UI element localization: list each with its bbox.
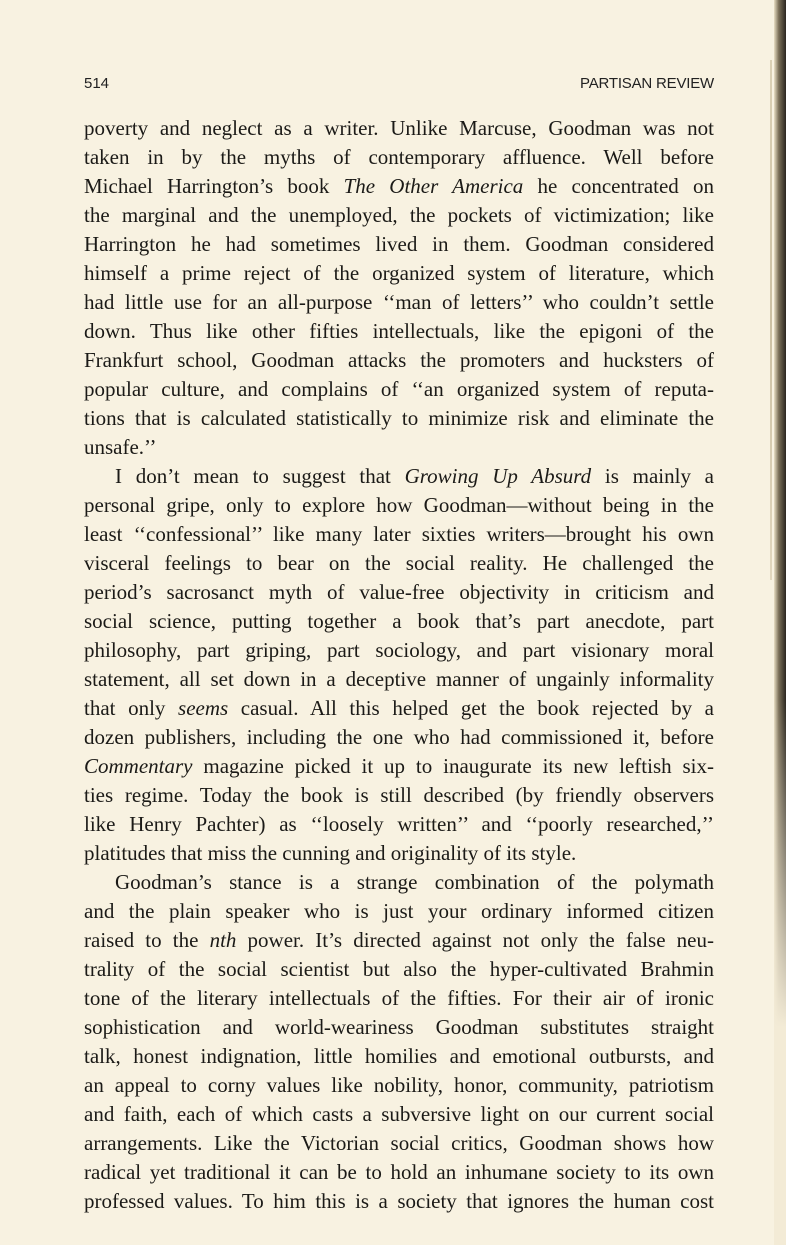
text-line	[84, 346, 714, 375]
text-segment: least ‘‘confessional’’ like many later sixties writers—brought his own	[84, 522, 714, 546]
text-segment: personal gripe, only to explore how Goodman—without being in the	[84, 493, 714, 517]
text-line	[84, 491, 714, 520]
text-line	[84, 984, 714, 1013]
text-segment: Michael Harrington’s book	[84, 174, 344, 198]
text-segment: talk, honest indignation, little homilies and emotional outbursts, and	[84, 1044, 714, 1068]
text-segment: casual. All this helped get the book rejected by a	[228, 696, 714, 720]
italic-title: nth	[209, 928, 237, 952]
text-line	[84, 1158, 714, 1187]
text-line	[84, 839, 714, 868]
running-head: PARTISAN REVIEW	[580, 75, 714, 92]
text-segment: like Henry Pachter) as ‘‘loosely written’’ and ‘‘poorly researched,’’	[84, 812, 714, 836]
text-segment: magazine picked it up to inaugurate its new leftish six-	[192, 754, 714, 778]
text-line	[84, 781, 714, 810]
text-segment: period’s sacrosanct myth of value-free objectivity in criticism and	[84, 580, 714, 604]
text-line	[84, 433, 714, 462]
text-segment: had little use for an all-purpose ‘‘man of letters’’ who couldn’t settle	[84, 290, 714, 314]
text-line	[84, 1129, 714, 1158]
text-line	[84, 897, 714, 926]
text-segment: I don’t mean to suggest that	[115, 464, 405, 488]
text-segment: power. It’s directed against not only the false neu-	[236, 928, 714, 952]
italic-title: Growing Up Absurd	[404, 464, 592, 488]
text-line	[84, 143, 714, 172]
text-segment: statement, all set down in a deceptive manner of ungainly informality	[84, 667, 714, 691]
text-segment: visceral feelings to bear on the social reality. He challenged the	[84, 551, 714, 575]
article-body	[84, 114, 714, 1216]
text-line	[84, 1100, 714, 1129]
text-line	[84, 665, 714, 694]
text-line	[84, 578, 714, 607]
text-line	[84, 1071, 714, 1100]
text-segment: Harrington he had sometimes lived in them. Goodman considered	[84, 232, 714, 256]
text-line	[84, 607, 714, 636]
text-segment: arrangements. Like the Victorian social critics, Goodman shows how	[84, 1131, 714, 1155]
text-line	[84, 288, 714, 317]
text-line	[84, 955, 714, 984]
text-line	[84, 114, 714, 143]
text-segment: unsafe.’’	[84, 435, 157, 459]
text-segment: ties regime. Today the book is still described (by friendly observers	[84, 783, 714, 807]
gutter-fade	[774, 700, 786, 1245]
text-segment: philosophy, part griping, part sociology, and part visionary moral	[84, 638, 714, 662]
text-line	[84, 462, 714, 491]
text-segment: popular culture, and complains of ‘‘an organized system of reputa-	[84, 377, 714, 401]
text-line	[84, 375, 714, 404]
paragraph	[84, 868, 714, 1216]
text-segment: Frankfurt school, Goodman attacks the promoters and hucksters of	[84, 348, 714, 372]
text-segment: raised to the	[84, 928, 210, 952]
text-line	[84, 1187, 714, 1216]
text-line	[84, 868, 714, 897]
text-segment: and faith, each of which casts a subversive light on our current social	[84, 1102, 714, 1126]
text-line	[84, 549, 714, 578]
text-segment: dozen publishers, including the one who had commissioned it, before	[84, 725, 714, 749]
text-segment: that only	[84, 696, 179, 720]
text-segment: himself a prime reject of the organized system of literature, which	[84, 261, 714, 285]
text-segment: an appeal to corny values like nobility, honor, community, patriotism	[84, 1073, 714, 1097]
text-line	[84, 520, 714, 549]
text-line	[84, 1013, 714, 1042]
text-line	[84, 201, 714, 230]
text-line	[84, 810, 714, 839]
italic-title: seems	[178, 696, 229, 720]
text-segment: and the plain speaker who is just your ordinary informed citizen	[84, 899, 714, 923]
text-segment: down. Thus like other fifties intellectuals, like the epigoni of the	[84, 319, 714, 343]
text-line	[84, 317, 714, 346]
paragraph	[84, 114, 714, 462]
text-line	[84, 1042, 714, 1071]
text-line	[84, 926, 714, 955]
text-segment: is mainly a	[591, 464, 714, 488]
page-number: 514	[84, 75, 110, 92]
text-line	[84, 404, 714, 433]
page-edge	[770, 60, 772, 580]
page-header	[84, 75, 714, 97]
text-segment: taken in by the myths of contemporary affluence. Well before	[84, 145, 714, 169]
text-line	[84, 723, 714, 752]
text-segment: social science, putting together a book that’s part anecdote, part	[84, 609, 714, 633]
paragraph	[84, 462, 714, 868]
text-segment: poverty and neglect as a writer. Unlike Marcuse, Goodman was not	[84, 116, 714, 140]
text-line	[84, 172, 714, 201]
text-line	[84, 230, 714, 259]
text-segment: trality of the social scientist but also the hyper-cultivated Brahmin	[84, 957, 714, 981]
italic-title: The Other America	[343, 174, 524, 198]
text-segment: radical yet traditional it can be to hold an inhumane society to its own	[84, 1160, 714, 1184]
text-segment: he concentrated on	[523, 174, 715, 198]
text-line	[84, 752, 714, 781]
text-segment: platitudes that miss the cunning and originality of its style.	[84, 841, 577, 865]
text-segment: the marginal and the unemployed, the pockets of victimization; like	[84, 203, 714, 227]
text-segment: tone of the literary intellectuals of the fifties. For their air of ironic	[84, 986, 714, 1010]
text-segment: tions that is calculated statistically to minimize risk and eliminate the	[84, 406, 714, 430]
text-segment: Goodman’s stance is a strange combination of the polymath	[115, 870, 714, 894]
text-line	[84, 259, 714, 288]
text-segment: sophistication and world-weariness Goodman substitutes straight	[84, 1015, 714, 1039]
text-segment: professed values. To him this is a society that ignores the human cost	[84, 1189, 714, 1213]
text-line	[84, 636, 714, 665]
text-line	[84, 694, 714, 723]
italic-title: Commentary	[84, 754, 193, 778]
